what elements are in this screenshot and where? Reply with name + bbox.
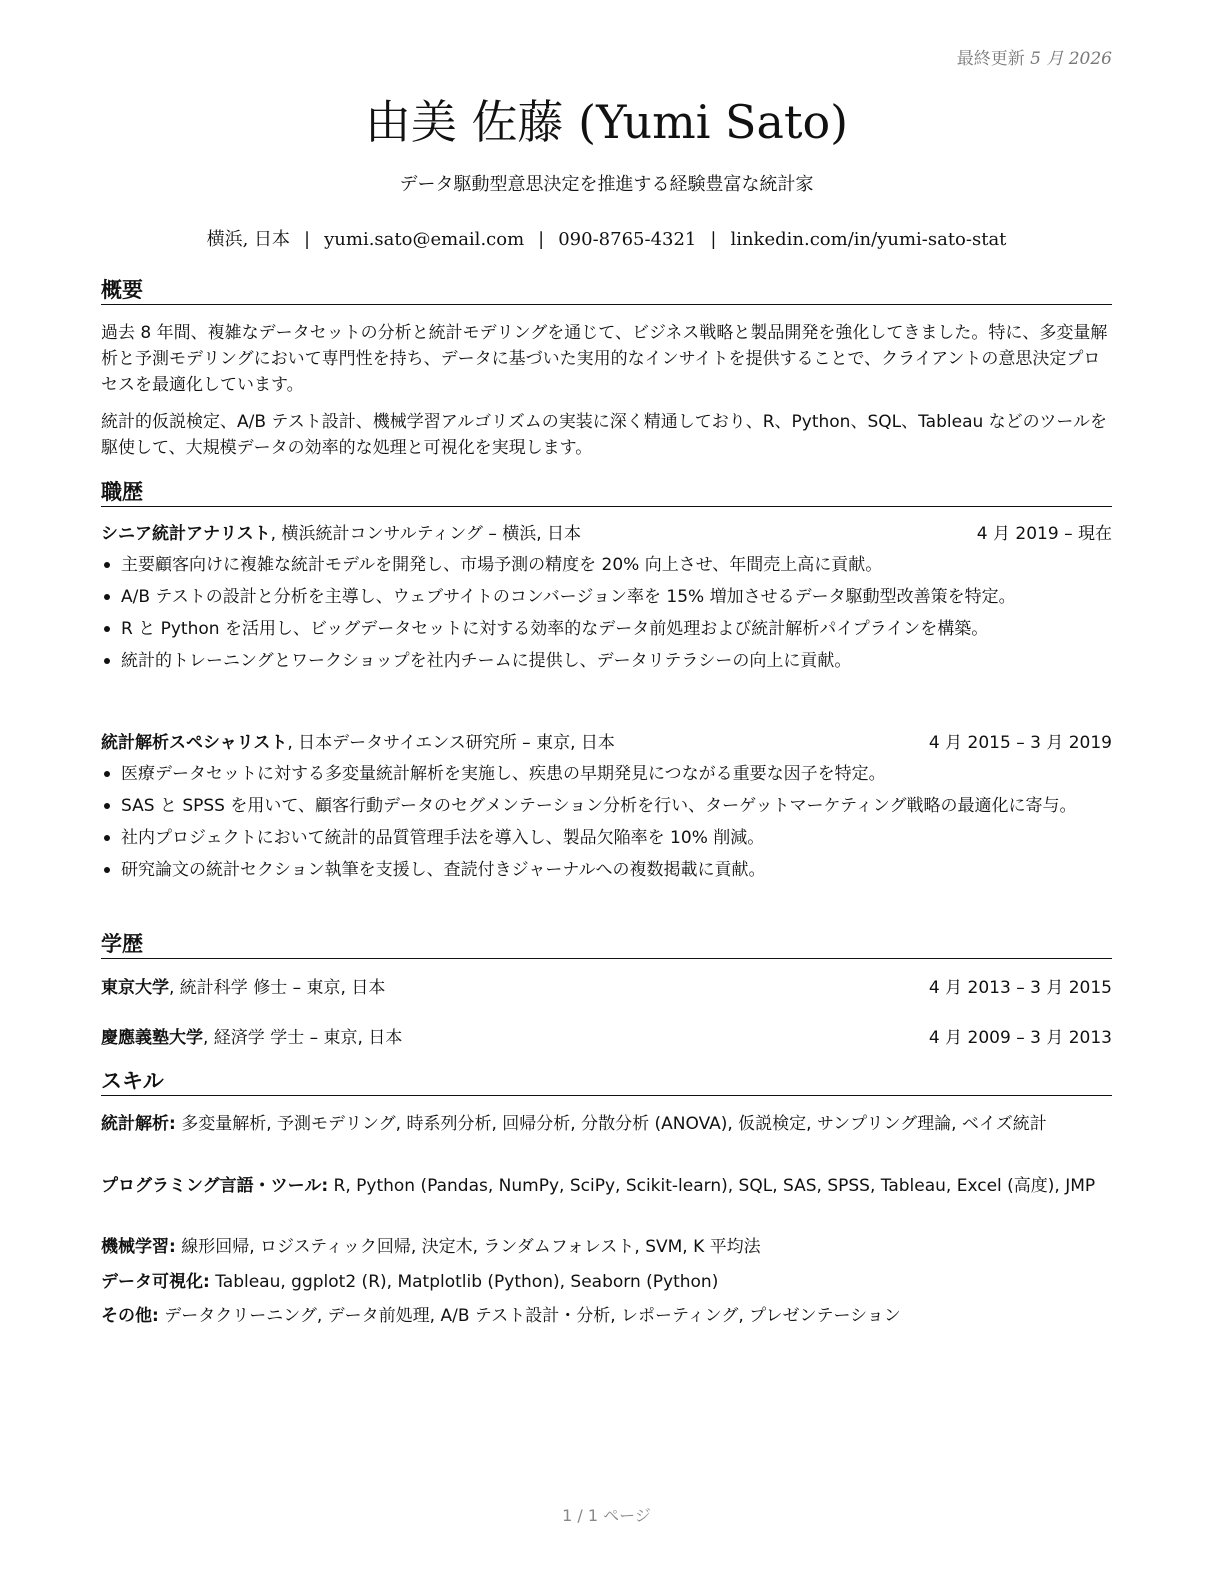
contact-separator: | [304, 229, 311, 250]
job-bullets [101, 761, 1112, 889]
skill-value: 多変量解析, 予測モデリング, 時系列分析, 回帰分析, 分散分析 (ANOVA), 仮説検定, サンプリング理論, ベイズ統計 [175, 1114, 1047, 1134]
contact-info [101, 225, 1112, 251]
list-item: R と Python を活用し、ビッグデータセットに対する効率的なデータ前処理および統計解析パイプラインを構築。 [101, 616, 1112, 642]
candidate-name: 由美 佐藤 (Yumi Sato) [364, 95, 849, 149]
skill-row [101, 1269, 1112, 1295]
contact-location: 横浜, 日本 [206, 229, 291, 250]
job-org-location: , 日本データサイエンス研究所 – 東京, 日本 [287, 733, 615, 753]
job-header [101, 730, 1112, 756]
last-updated: 最終更新 5 月 2026 [956, 49, 1112, 69]
education-entry [101, 975, 1112, 1001]
skill-value: Tableau, ggplot2 (R), Matplotlib (Python), Seaborn (Python) [209, 1272, 719, 1292]
list-item: A/B テストの設計と分析を主導し、ウェブサイトのコンバージョン率を 15% 増加させるデータ駆動型改善策を特定。 [101, 584, 1112, 610]
list-item: 医療データセットに対する多変量統計解析を実施し、疾患の早期発見につながる重要な因子を特定。 [101, 761, 1112, 787]
skill-label: 統計解析: [101, 1114, 176, 1134]
skill-row [101, 1111, 1112, 1137]
list-item: 主要顧客向けに複雑な統計モデルを開発し、市場予測の精度を 20% 向上させ、年間売上高に貢献。 [101, 552, 1112, 578]
degree-location: , 統計科学 修士 – 東京, 日本 [169, 978, 386, 998]
list-item: 社内プロジェクトにおいて統計的品質管理手法を導入し、製品欠陥率を 10% 削減。 [101, 825, 1112, 851]
contact-separator: | [710, 229, 717, 250]
page-number: 1 / 1 ページ [562, 1506, 651, 1525]
degree-location: , 経済学 学士 – 東京, 日本 [203, 1028, 403, 1048]
section-title-experience: 職歴 [101, 479, 1112, 507]
job-role: シニア統計アナリスト [101, 524, 271, 544]
job-org-location: , 横浜統計コンサルティング – 横浜, 日本 [270, 524, 582, 544]
skill-label: 機械学習: [101, 1237, 176, 1257]
list-item: SAS と SPSS を用いて、顧客行動データのセグメンテーション分析を行い、ターゲットマーケティング戦略の最適化に寄与。 [101, 793, 1112, 819]
skill-label: データ可視化: [101, 1272, 210, 1292]
education-entry [101, 1025, 1112, 1051]
job-header [101, 521, 1112, 547]
skill-row [101, 1173, 1112, 1199]
school-name: 東京大学 [101, 978, 169, 998]
headline: データ駆動型意思決定を推進する経験豊富な統計家 [399, 174, 814, 195]
section-title-education: 学歴 [101, 931, 1112, 959]
list-item: 統計的トレーニングとワークショップを社内チームに提供し、データリテラシーの向上に貢献。 [101, 648, 1112, 674]
summary-paragraph: 過去 8 年間、複雑なデータセットの分析と統計モデリングを通じて、ビジネス戦略と製品開発を強化してきました。特に、多変量解析と予測モデリングにおいて専門性を持ち、データに基づいた実用的なインサイトを提供することで、クライアントの意思決定プロセスを最適化しています。 [101, 323, 1108, 395]
skill-row [101, 1234, 1112, 1260]
job-bullets [101, 552, 1112, 680]
skill-value: 線形回帰, ロジスティック回帰, 決定木, ランダムフォレスト, SVM, K 平均法 [175, 1237, 761, 1257]
job-dates: 4 月 2019 – 現在 [976, 524, 1112, 544]
school-name: 慶應義塾大学 [101, 1028, 203, 1048]
contact-email[interactable]: yumi.sato@email.com [324, 229, 525, 250]
contact-phone: 090-8765-4321 [558, 229, 697, 250]
contact-separator: | [538, 229, 545, 250]
skill-label: その他: [101, 1306, 159, 1326]
section-title-skills: スキル [101, 1068, 1112, 1096]
skill-row [101, 1303, 1112, 1329]
skill-label: プログラミング言語・ツール: [101, 1176, 329, 1196]
section-title-summary: 概要 [101, 277, 1112, 305]
skill-value: データクリーニング, データ前処理, A/B テスト設計・分析, レポーティング, プレゼンテーション [158, 1306, 901, 1326]
education-dates: 4 月 2013 – 3 月 2015 [928, 978, 1112, 998]
job-dates: 4 月 2015 – 3 月 2019 [928, 733, 1112, 753]
summary-paragraph: 統計的仮説検定、A/B テスト設計、機械学習アルゴリズムの実装に深く精通しており、R、Python、SQL、Tableau などのツールを駆使して、大規模データの効率的な処理と可視化を実現します。 [101, 412, 1107, 458]
contact-linkedin[interactable]: linkedin.com/in/yumi-sato-stat [730, 229, 1007, 250]
skill-value: R, Python (Pandas, NumPy, SciPy, Scikit-learn), SQL, SAS, SPSS, Tableau, Excel (高度), JMP [328, 1176, 1096, 1196]
resume-page [101, 0, 1112, 1584]
education-dates: 4 月 2009 – 3 月 2013 [928, 1028, 1112, 1048]
job-role: 統計解析スペシャリスト [101, 733, 288, 753]
list-item: 研究論文の統計セクション執筆を支援し、査読付きジャーナルへの複数掲載に貢献。 [101, 857, 1112, 883]
